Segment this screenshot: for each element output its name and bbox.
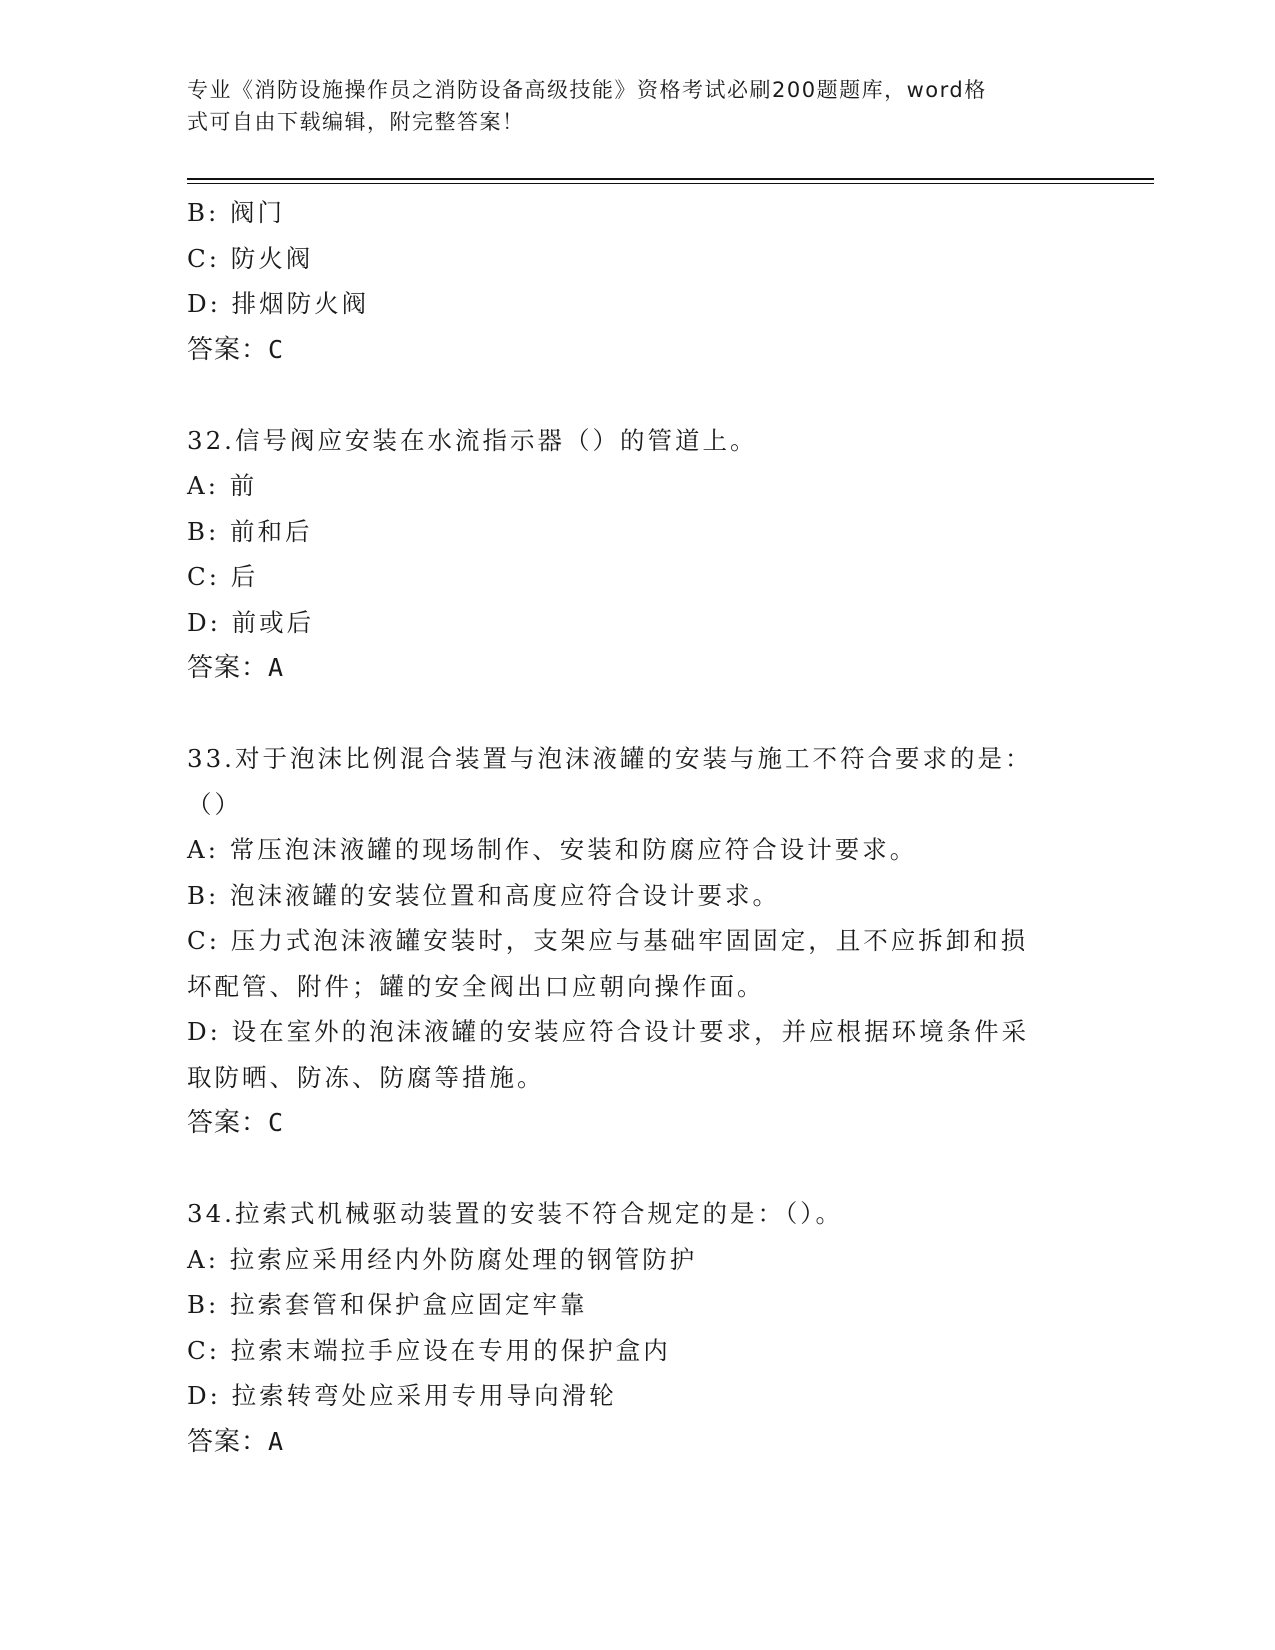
question-stem-line-2: （） xyxy=(187,789,242,819)
option-a: A: 前 xyxy=(187,471,258,500)
answer-line xyxy=(187,327,1087,373)
option-d: D: 拉索转弯处应采用专用导向滑轮 xyxy=(187,1381,617,1410)
option-a: A: 常压泡沫液罐的现场制作、安装和防腐应符合设计要求。 xyxy=(187,835,918,864)
document-header xyxy=(187,74,1067,138)
question-list xyxy=(187,190,1087,1464)
option-c: C: 后 xyxy=(187,562,259,591)
question-33 xyxy=(187,736,1087,1146)
header-line-1: 专业《消防设施操作员之消防设备高级技能》资格考试必刷200题题库，word格 xyxy=(187,78,987,102)
header-rule-thin xyxy=(187,183,1154,184)
answer-label: 答案： xyxy=(187,1426,269,1457)
question-stem-line-1: 33.对于泡沫比例混合装置与泡沫液罐的安装与施工不符合要求的是： xyxy=(187,744,1033,773)
option-d: D: 排烟防火阀 xyxy=(187,289,370,318)
option-b: B: 泡沫液罐的安装位置和高度应符合设计要求。 xyxy=(187,880,781,910)
answer-line xyxy=(187,1100,1087,1146)
question-stem: 32.信号阀应安装在水流指示器（）的管道上。 xyxy=(187,425,758,455)
header-rule-thick xyxy=(187,178,1154,180)
option-b: B: 阀门 xyxy=(187,198,286,227)
question-32 xyxy=(187,418,1087,691)
answer-label: 答案： xyxy=(187,1108,269,1138)
option-c: C: 拉索末端拉手应设在专用的保护盒内 xyxy=(187,1335,671,1365)
answer-value: C xyxy=(268,334,285,364)
option-b: B: 前和后 xyxy=(187,516,313,546)
answer-label: 答案： xyxy=(187,653,269,683)
header-line-2: 式可自由下载编辑，附完整答案！ xyxy=(187,110,525,134)
option-b: B: 拉索套管和保护盒应固定牢靠 xyxy=(187,1290,588,1319)
answer-value: A xyxy=(268,1426,285,1456)
question-stem: 34.拉索式机械驱动装置的安装不符合规定的是：（）。 xyxy=(187,1199,843,1228)
answer-value: C xyxy=(268,1108,285,1137)
option-c-line-1: C: 压力式泡沫液罐安装时，支架应与基础牢固固定，且不应拆卸和损 xyxy=(187,926,1029,955)
answer-line xyxy=(187,645,1087,691)
answer-value: A xyxy=(268,653,285,682)
question-34 xyxy=(187,1191,1087,1464)
question-31-tail xyxy=(187,190,1087,372)
option-a: A: 拉索应采用经内外防腐处理的钢管防护 xyxy=(187,1244,698,1274)
option-d-line-1: D: 设在室外的泡沫液罐的安装应符合设计要求，并应根据环境条件采 xyxy=(187,1017,1030,1046)
answer-line xyxy=(187,1419,1087,1465)
option-d: D: 前或后 xyxy=(187,607,315,637)
option-c: C: 防火阀 xyxy=(187,243,314,273)
answer-label: 答案： xyxy=(187,334,269,365)
option-c-line-2: 坏配管、附件；罐的安全阀出口应朝向操作面。 xyxy=(187,971,765,1001)
option-d-line-2: 取防晒、防冻、防腐等措施。 xyxy=(187,1062,545,1092)
